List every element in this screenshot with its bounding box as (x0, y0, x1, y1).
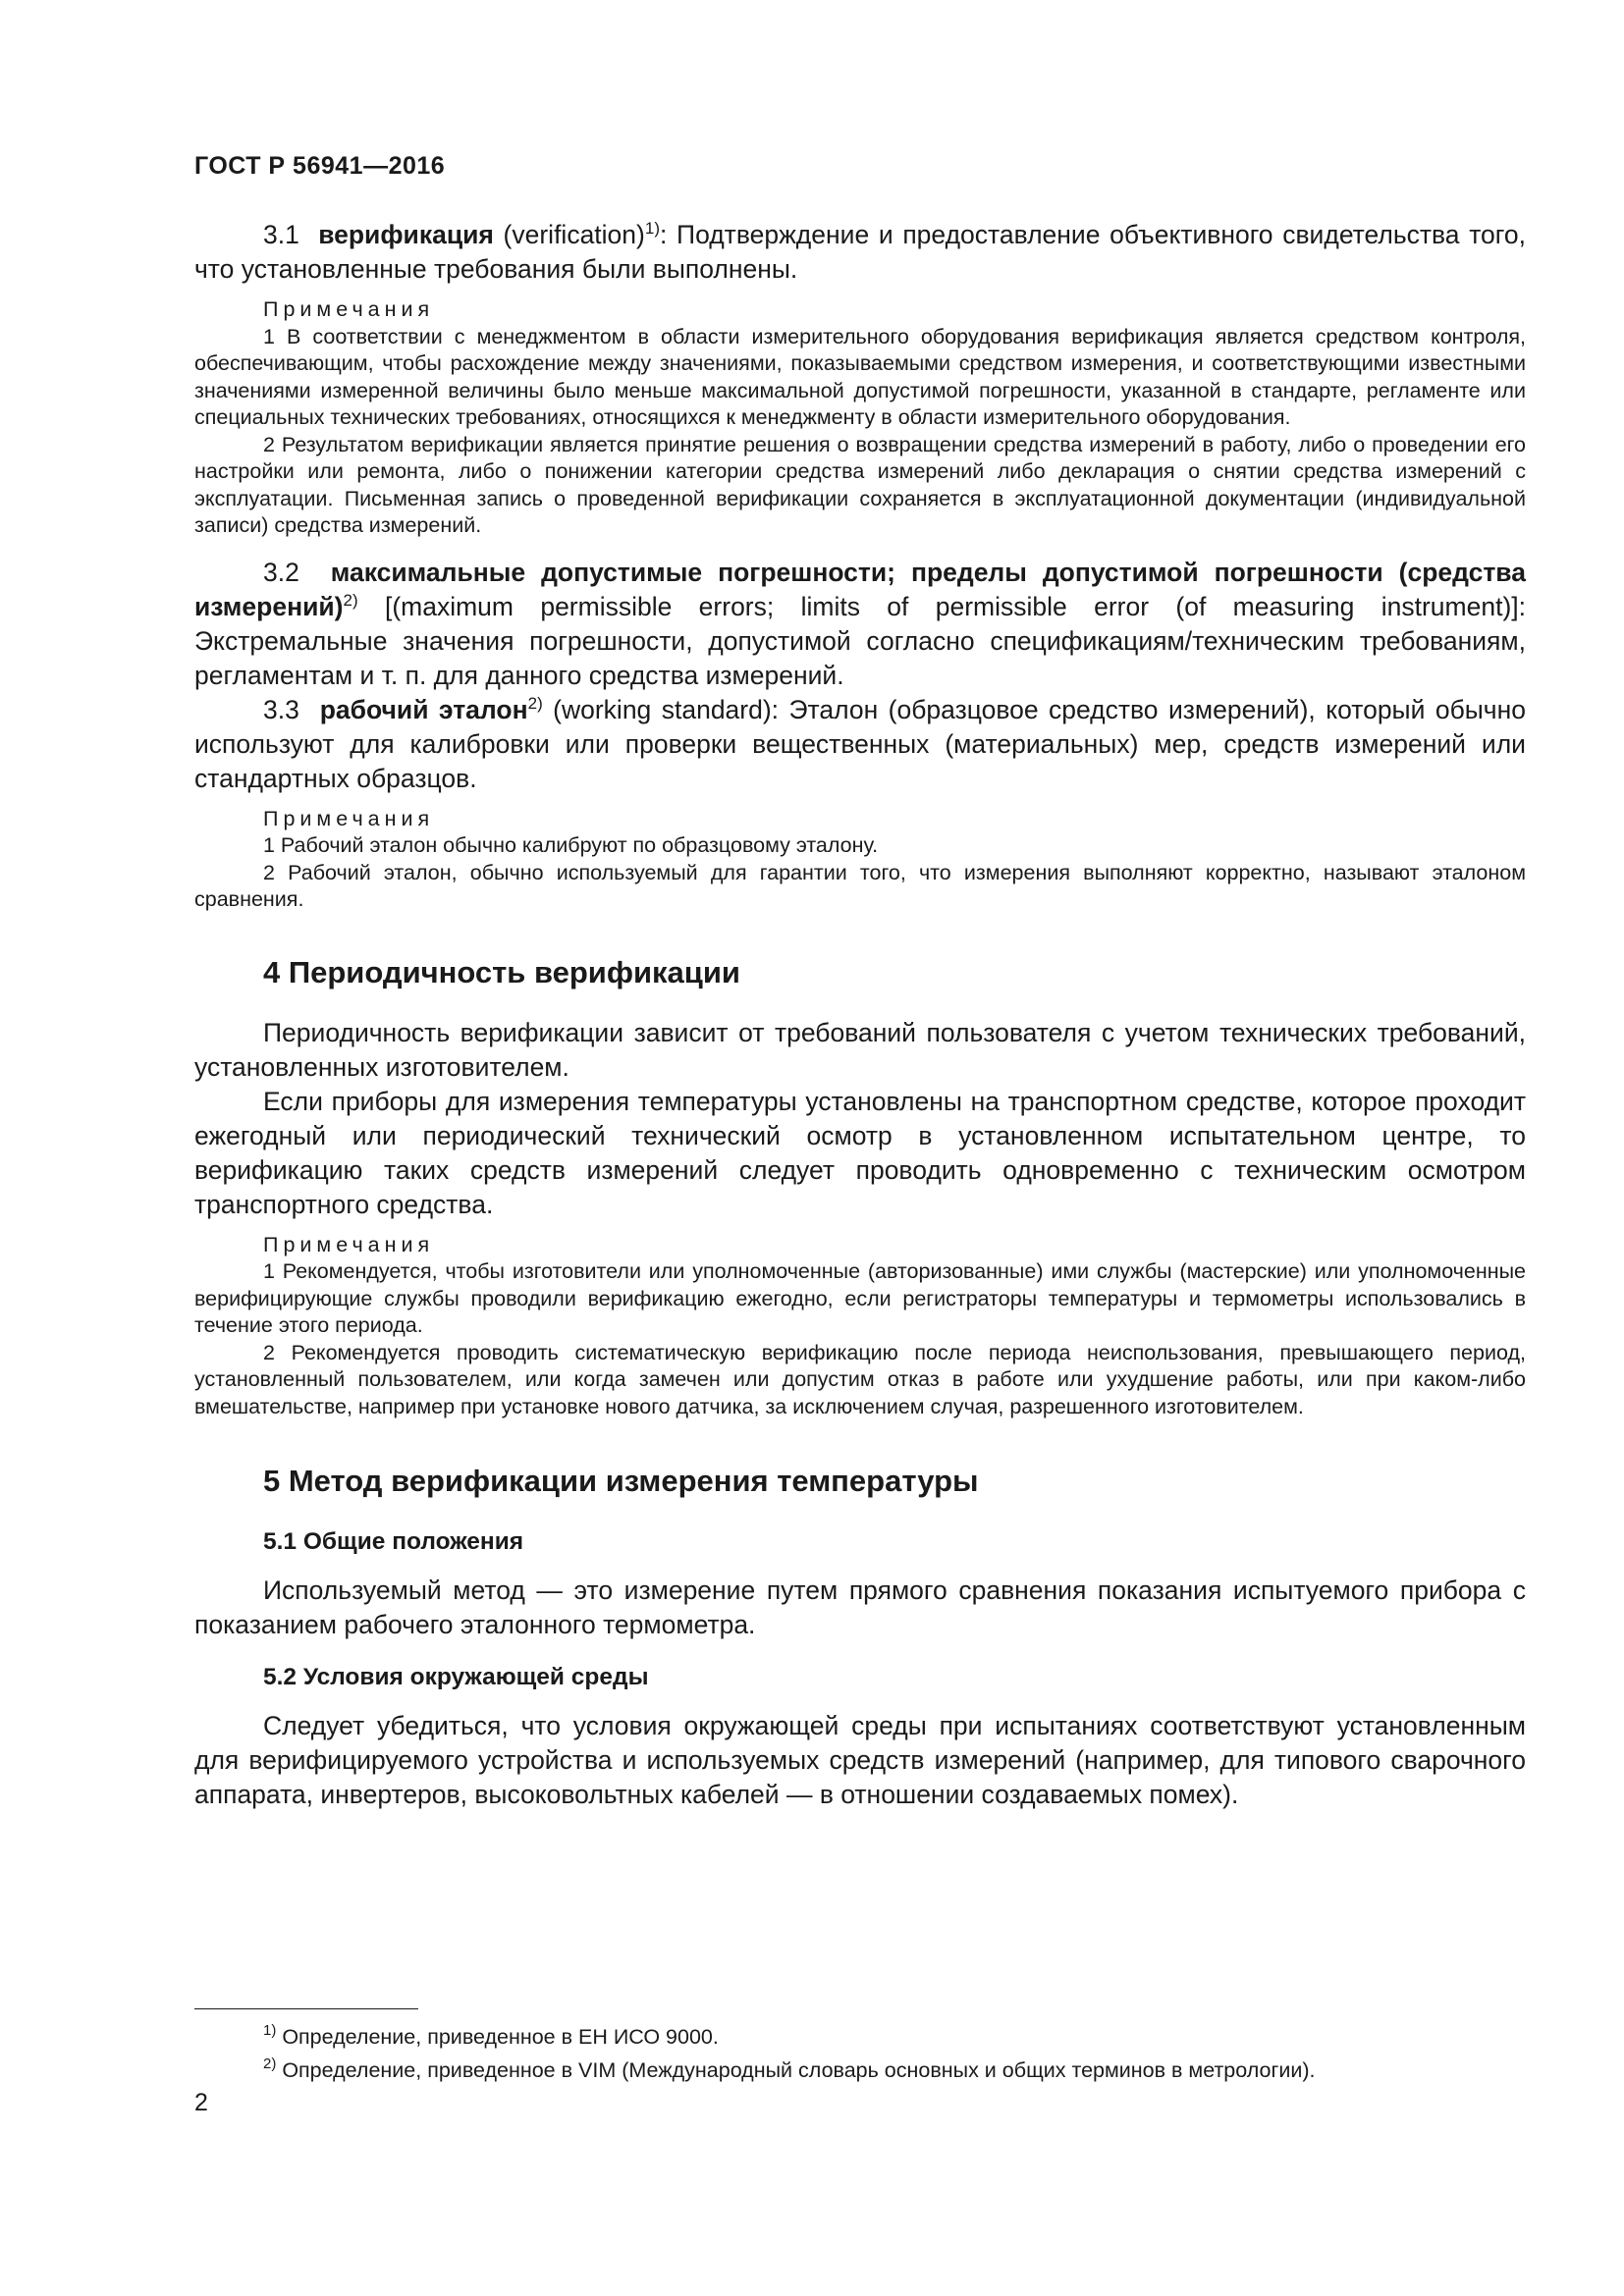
term-english: (verification) (493, 220, 645, 249)
footnote-separator (194, 2008, 418, 2009)
footnote-1 (194, 2020, 1526, 2054)
section-5-title: 5 Метод верификации измерения температуры (263, 1464, 979, 1498)
definition-3-3 (194, 693, 1526, 796)
notes-title: Примечания (263, 1232, 435, 1256)
notes-block-2 (194, 806, 1526, 914)
footnote-text: Определение, приведенное в VIM (Международный словарь основных и общих терминов в метрологии). (276, 2058, 1316, 2082)
term: рабочий эталон (319, 694, 528, 724)
footnote-ref: 2) (343, 590, 358, 610)
definition-3-1 (194, 218, 1526, 287)
notes-title: Примечания (263, 297, 435, 321)
section-5-2-paragraph: Следует убедиться, что условия окружающей среды при испытаниях соответствуют установленным для верифицируемого устройства и используемых средств измерений (например, для типового сварочного аппарата, инвертеров, высоковольтных кабелей — в отношении создаваемых помех). (194, 1711, 1526, 1809)
clause-number: 3.2 (263, 557, 299, 587)
section-4-title: 4 Периодичность верификации (263, 954, 740, 989)
definition-3-2 (194, 556, 1526, 693)
page-number: 2 (194, 2089, 208, 2116)
footnote-ref: 2) (527, 693, 543, 713)
footnote-text: Определение, приведенное в ЕН ИСО 9000. (276, 2025, 719, 2049)
section-4-paragraph-2: Если приборы для измерения температуры установлены на транспортном средстве, которое проходит ежегодный или периодический технический осмотр в установленном испытательном центре, то верификацию таких средств измерений следует проводить одновременно с техническим осмотром транспортного средства. (194, 1086, 1526, 1219)
notes-title: Примечания (263, 806, 435, 830)
note-1: 1 В соответствии с менеджментом в области измерительного оборудования верификация является средством контроля, обеспечивающим, чтобы расхождение между значениями, показываемыми средством измерения, и соответствующими известными значениями измеренной величины было меньше максимальной допустимой погрешности, указанной в стандарте, регламенте или специальных технических требованиях, относящихся к менеджменту в области измерительного оборудования. (194, 324, 1526, 429)
definition-text: : Подтверждение и предоставление объективного свидетельства того, что установленные требования были выполнены. (194, 220, 1526, 284)
note-2: 2 Результатом верификации является принятие решения о возвращении средства измерений в работу, либо о проведении его настройки или ремонта, либо о понижении категории средства измерений либо декларация о снятии средства измерений с эксплуатации. Письменная запись о проведенной верификации сохраняется в эксплуатационной документации (индивидуальной записи) средства измерений. (194, 432, 1526, 537)
footnote-2 (194, 2054, 1526, 2087)
note-2: 2 Рабочий эталон, обычно используемый для гарантии того, что измерения выполняют корректно, называют эталоном сравнения. (194, 860, 1526, 911)
notes-block-3 (194, 1232, 1526, 1421)
footnote-mark: 1) (263, 2022, 277, 2039)
footnotes (194, 2020, 1526, 2087)
clause-number: 3.3 (263, 694, 299, 724)
notes-block-1 (194, 296, 1526, 540)
page-header: ГОСТ Р 56941—2016 (194, 152, 446, 180)
clause-number: 3.1 (263, 220, 299, 249)
page-content (194, 218, 1526, 1812)
section-5-2-title: 5.2 Условия окружающей среды (263, 1664, 649, 1690)
term: максимальные допустимые погрешности; пределы допустимой погрешности (средства измерений) (194, 557, 1526, 621)
definition-text: [(maximum permissible errors; limits of permissible error (of measuring instrument)]: Экстремальные значения погрешности, допустимой согласно спецификациям/техническим требованиям, регламентам и т. п. для данного средства измерений. (194, 591, 1526, 690)
term: верификация (318, 220, 494, 249)
section-5-1-paragraph: Используемый метод — это измерение путем прямого сравнения показания испытуемого прибора с показанием рабочего эталонного термометра. (194, 1575, 1526, 1639)
footnote-mark: 2) (263, 2056, 277, 2072)
note-1: 1 Рабочий эталон обычно калибруют по образцовому эталону. (263, 833, 879, 857)
section-5-1-title: 5.1 Общие положения (263, 1528, 524, 1555)
section-4-paragraph-1: Периодичность верификации зависит от требований пользователя с учетом технических требований, установленных изготовителем. (194, 1017, 1526, 1082)
note-2: 2 Рекомендуется проводить систематическую верификацию после периода неиспользования, превышающего период, установленный пользователем, или когда замечен или допустим отказ в работе или ухудшение работы, или при каком-либо вмешательстве, например при установке нового датчика, за исключением случая, разрешенного изготовителем. (194, 1340, 1526, 1418)
footnote-ref: 1) (644, 219, 660, 238)
note-1: 1 Рекомендуется, чтобы изготовители или уполномоченные (авторизованные) ими службы (мастерские) или уполномоченные верифицирующие службы проводили верификацию ежегодно, если регистраторы температуры и термометры использовались в течение этого периода. (194, 1259, 1526, 1337)
definition-text: (working standard): Эталон (образцовое средство измерений), который обычно используют для калибровки или проверки вещественных (материальных) мер, средств измерений или стандартных образцов. (194, 694, 1526, 793)
